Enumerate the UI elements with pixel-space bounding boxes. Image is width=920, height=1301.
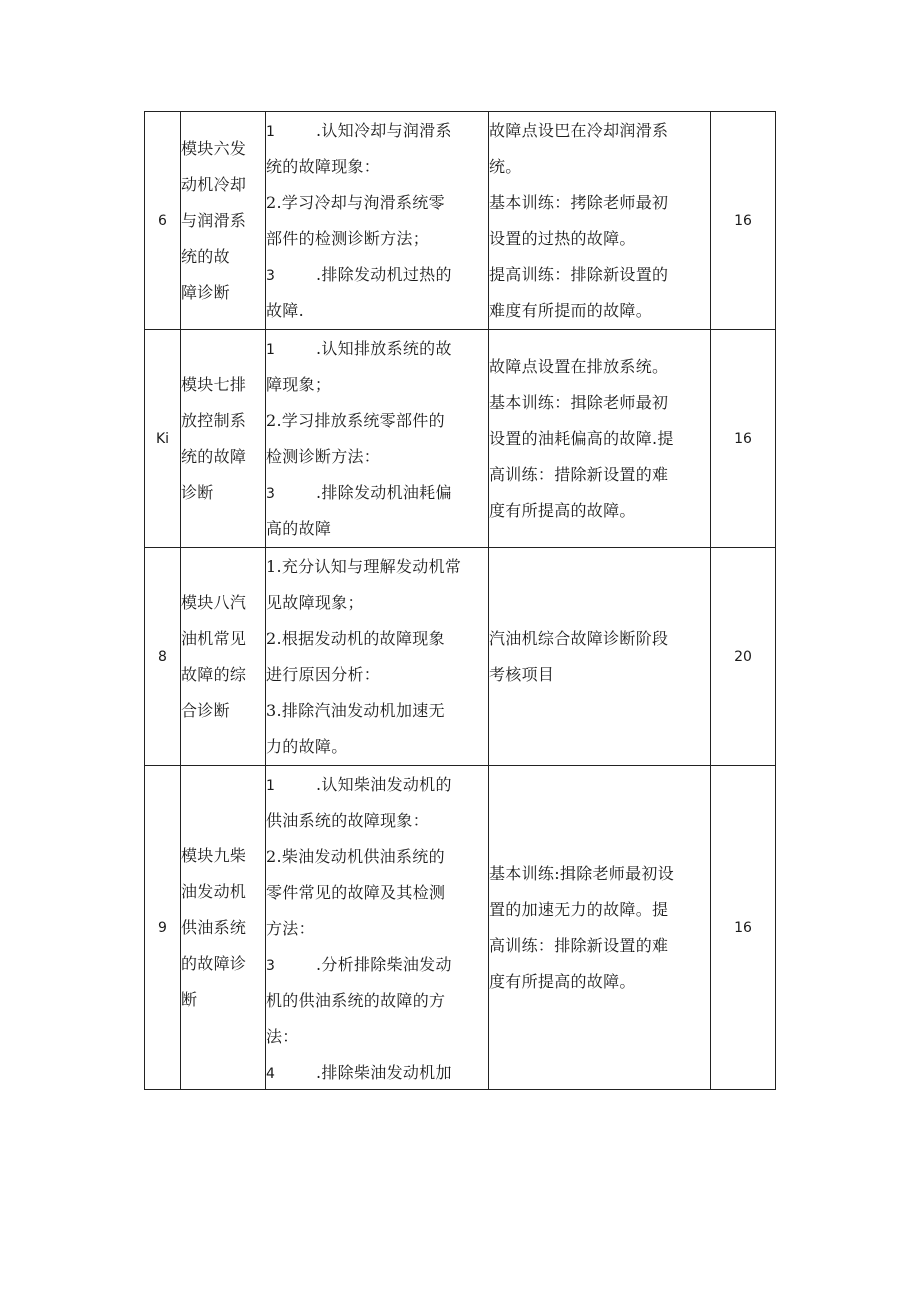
module-line: 合诊断 [181,700,230,720]
module-line: 故障的综 [181,664,247,684]
objective-line [266,947,488,983]
objective-text: 力的故障。 [266,736,348,756]
objective-line [266,149,488,185]
module-line: 与润滑系 [181,210,247,230]
objective-number: 1 [266,341,276,358]
objective-text: 2.学习冷却与洵滑系统零 [266,192,445,212]
module-name [181,548,266,766]
learning-objectives [266,330,489,548]
objective-text: 零件常见的故障及其检测 [266,882,446,902]
objective-line [266,331,488,367]
objective-text: .认知排放系统的故 [316,338,452,358]
training-line: 考核项目 [489,664,555,684]
class-hours [711,112,776,330]
training-content [489,766,711,1090]
objective-text: 供油系统的故障现象： [266,810,430,830]
objective-line [266,621,488,657]
training-line: 故障点设巴在冷却润滑系 [489,120,669,140]
module-line: 模块六发 [181,138,247,158]
learning-objectives [266,766,489,1090]
objective-line [266,657,488,693]
training-line: 度有所提高的故障。 [489,971,636,991]
objective-line [266,875,488,911]
objective-number: 3 [266,957,276,974]
objective-text: 3.排除汽油发动机加速无 [266,700,445,720]
training-line: 提高训练：排除新设置的 [489,264,669,284]
objective-line [266,1019,488,1055]
objective-line [266,221,488,257]
row-number-text: 9 [158,919,167,936]
objective-line [266,549,488,585]
objective-text: 进行原因分析： [266,664,381,684]
module-line: 动机冷却 [181,174,247,194]
objective-text: 见故障现象； [266,592,364,612]
objective-line [266,803,488,839]
module-line: 障诊断 [181,282,230,302]
module-line: 供油系统 [181,917,247,937]
module-line: 统的故障 [181,446,247,466]
row-number-text: Ki [155,430,170,447]
module-line: 模块八汽 [181,592,247,612]
objective-line [266,475,488,511]
row-number [145,112,181,330]
objective-text: .分析排除柴油发动 [316,954,452,974]
class-hours [711,766,776,1090]
objective-number: 4 [266,1065,276,1082]
table-row [145,112,776,330]
table-row [145,766,776,1090]
objective-line [266,439,488,475]
module-line: 诊断 [181,482,214,502]
row-number-text: 6 [158,212,167,229]
module-line: 油机常见 [181,628,247,648]
class-hours [711,330,776,548]
table-row [145,330,776,548]
objective-number: 1 [266,123,276,140]
objective-line [266,185,488,221]
training-line: 高训练：措除新设置的难 [489,464,669,484]
objective-text: 高的故障 [266,518,332,538]
class-hours [711,548,776,766]
objective-line [266,911,488,947]
course-table-body [145,112,776,1090]
objective-line [266,729,488,765]
objective-text: 故障. [266,300,304,320]
objective-text: .排除发动机油耗偏 [316,482,452,502]
training-line: 基本训练:揖除老师最初设 [489,863,674,883]
objective-line [266,257,488,293]
objective-text: .认知柴油发动机的 [316,774,452,794]
training-content [489,330,711,548]
training-line: 基本训练：揖除老师最初 [489,392,669,412]
learning-objectives [266,112,489,330]
hours-text: 20 [734,648,752,665]
objective-text: 2.学习排放系统零部件的 [266,410,445,430]
module-line: 断 [181,989,198,1009]
module-line: 放控制系 [181,410,247,430]
module-line: 油发动机 [181,881,247,901]
row-number-text: 8 [158,648,167,665]
objective-line [266,585,488,621]
objective-line [266,983,488,1019]
objective-text: 2.根据发动机的故障现象 [266,628,445,648]
row-number [145,330,181,548]
objective-line [266,839,488,875]
hours-text: 16 [734,430,752,447]
objective-line [266,767,488,803]
objective-text: 统的故障现象： [266,156,381,176]
training-line: 度有所提高的故障。 [489,500,636,520]
objective-text: .排除柴油发动机加 [316,1062,452,1082]
objective-text: 方法： [266,918,315,938]
training-content [489,548,711,766]
objective-line [266,511,488,547]
training-line: 设置的过热的故障。 [489,228,636,248]
objective-line [266,293,488,329]
training-line: 高训练：排除新设置的难 [489,935,669,955]
training-line: 汽油机综合故障诊断阶段 [489,628,669,648]
objective-line [266,113,488,149]
training-line: 设置的油耗偏高的故障.提 [489,428,674,448]
course-table [144,111,776,1090]
objective-line [266,693,488,729]
module-line: 的故障诊 [181,953,247,973]
row-number [145,548,181,766]
module-name [181,766,266,1090]
objective-text: 障现象； [266,374,332,394]
objective-text: 部件的检测诊断方法； [266,228,430,248]
objective-number: 3 [266,267,276,284]
objective-number: 3 [266,485,276,502]
training-line: 统。 [489,156,522,176]
objective-text: .认知冷却与润滑系 [316,120,452,140]
row-number [145,766,181,1090]
module-name [181,112,266,330]
objective-text: 法： [266,1026,299,1046]
module-line: 模块七排 [181,374,247,394]
training-content [489,112,711,330]
training-line: 置的加速无力的故障。提 [489,899,669,919]
hours-text: 16 [734,919,752,936]
objective-text: 检测诊断方法： [266,446,381,466]
objective-text: 1.充分认知与理解发动机常 [266,556,462,576]
objective-line [266,1055,488,1089]
training-line: 故障点设置在排放系统。 [489,356,669,376]
learning-objectives [266,548,489,766]
module-line: 模块九柴 [181,845,247,865]
objective-text: 2.柴油发动机供油系统的 [266,846,445,866]
training-line: 基本训练：拷除老师最初 [489,192,669,212]
objective-text: 机的供油系统的故障的方 [266,990,446,1010]
hours-text: 16 [734,212,752,229]
objective-line [266,367,488,403]
training-line: 难度有所提而的故障。 [489,300,653,320]
module-line: 统的故 [181,246,230,266]
objective-text: .排除发动机过热的 [316,264,452,284]
table-row [145,548,776,766]
module-name [181,330,266,548]
objective-line [266,403,488,439]
objective-number: 1 [266,777,276,794]
